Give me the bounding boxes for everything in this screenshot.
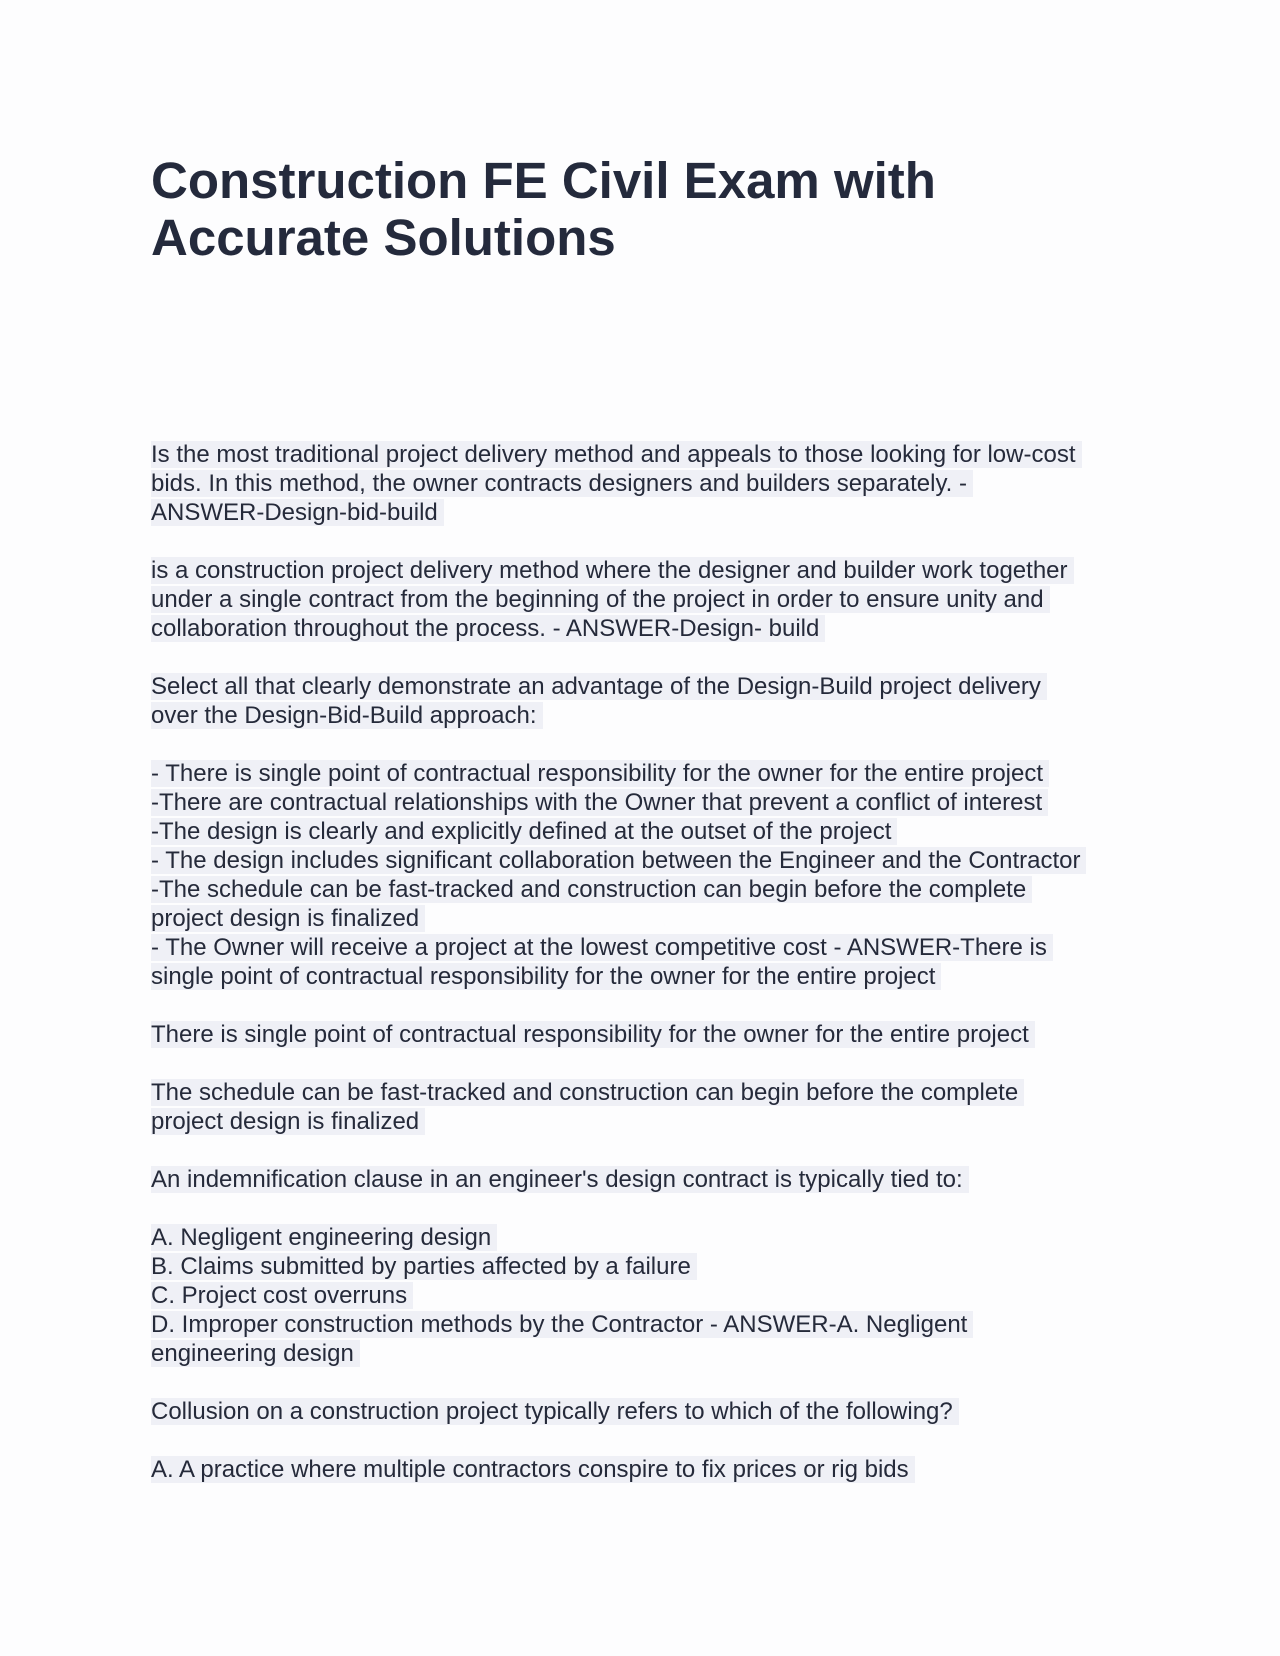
text-line: -There are contractual relationships with the Owner that prevent a conflict of interest (151, 789, 1048, 816)
text-line: -The design is clearly and explicitly defined at the outset of the project (151, 818, 897, 845)
title-line: Construction FE Civil Exam with (151, 152, 936, 209)
answer-block (151, 1020, 1151, 1049)
text-line: over the Design-Bid-Build approach: (151, 702, 543, 729)
options-block (151, 1223, 1151, 1368)
document-body (151, 440, 1151, 1513)
answer-block (151, 1078, 1151, 1136)
text-line: bids. In this method, the owner contracts designers and builders separately. - (151, 470, 973, 497)
text-line: - There is single point of contractual responsibility for the owner for the entire project (151, 760, 1049, 787)
question-block (151, 672, 1151, 730)
question-block (151, 556, 1151, 643)
text-line: project design is finalized (151, 1108, 425, 1135)
text-line: Select all that clearly demonstrate an advantage of the Design-Build project delivery (151, 673, 1047, 700)
text-line: project design is finalized (151, 905, 425, 932)
text-line: under a single contract from the beginning of the project in order to ensure unity and (151, 586, 1050, 613)
options-block (151, 759, 1151, 991)
text-line: Is the most traditional project delivery method and appeals to those looking for low-cost (151, 441, 1082, 468)
text-line: - The Owner will receive a project at the lowest competitive cost - ANSWER-There is (151, 934, 1053, 961)
title-line: Accurate Solutions (151, 209, 616, 266)
text-line: - The design includes significant collaboration between the Engineer and the Contractor (151, 847, 1086, 874)
text-line: ANSWER-Design-bid-build (151, 499, 444, 526)
text-line: A. A practice where multiple contractors conspire to fix prices or rig bids (151, 1456, 915, 1483)
text-line: There is single point of contractual responsibility for the owner for the entire project (151, 1021, 1035, 1048)
text-line: is a construction project delivery method where the designer and builder work together (151, 557, 1074, 584)
question-block (151, 1397, 1151, 1426)
text-line: C. Project cost overruns (151, 1282, 413, 1309)
text-line: B. Claims submitted by parties affected by a failure (151, 1253, 697, 1280)
document-title (151, 152, 1131, 266)
text-line: A. Negligent engineering design (151, 1224, 497, 1251)
text-line: engineering design (151, 1340, 360, 1367)
question-block (151, 440, 1151, 527)
text-line: D. Improper construction methods by the Contractor - ANSWER-A. Negligent (151, 1311, 973, 1338)
text-line: collaboration throughout the process. - ANSWER-Design- build (151, 615, 825, 642)
text-line: single point of contractual responsibility for the owner for the entire project (151, 963, 941, 990)
text-line: An indemnification clause in an engineer's design contract is typically tied to: (151, 1166, 969, 1193)
text-line: -The schedule can be fast-tracked and construction can begin before the complete (151, 876, 1032, 903)
text-line: Collusion on a construction project typically refers to which of the following? (151, 1398, 959, 1425)
text-line: The schedule can be fast-tracked and construction can begin before the complete (151, 1079, 1024, 1106)
question-block (151, 1165, 1151, 1194)
options-block (151, 1455, 1151, 1484)
